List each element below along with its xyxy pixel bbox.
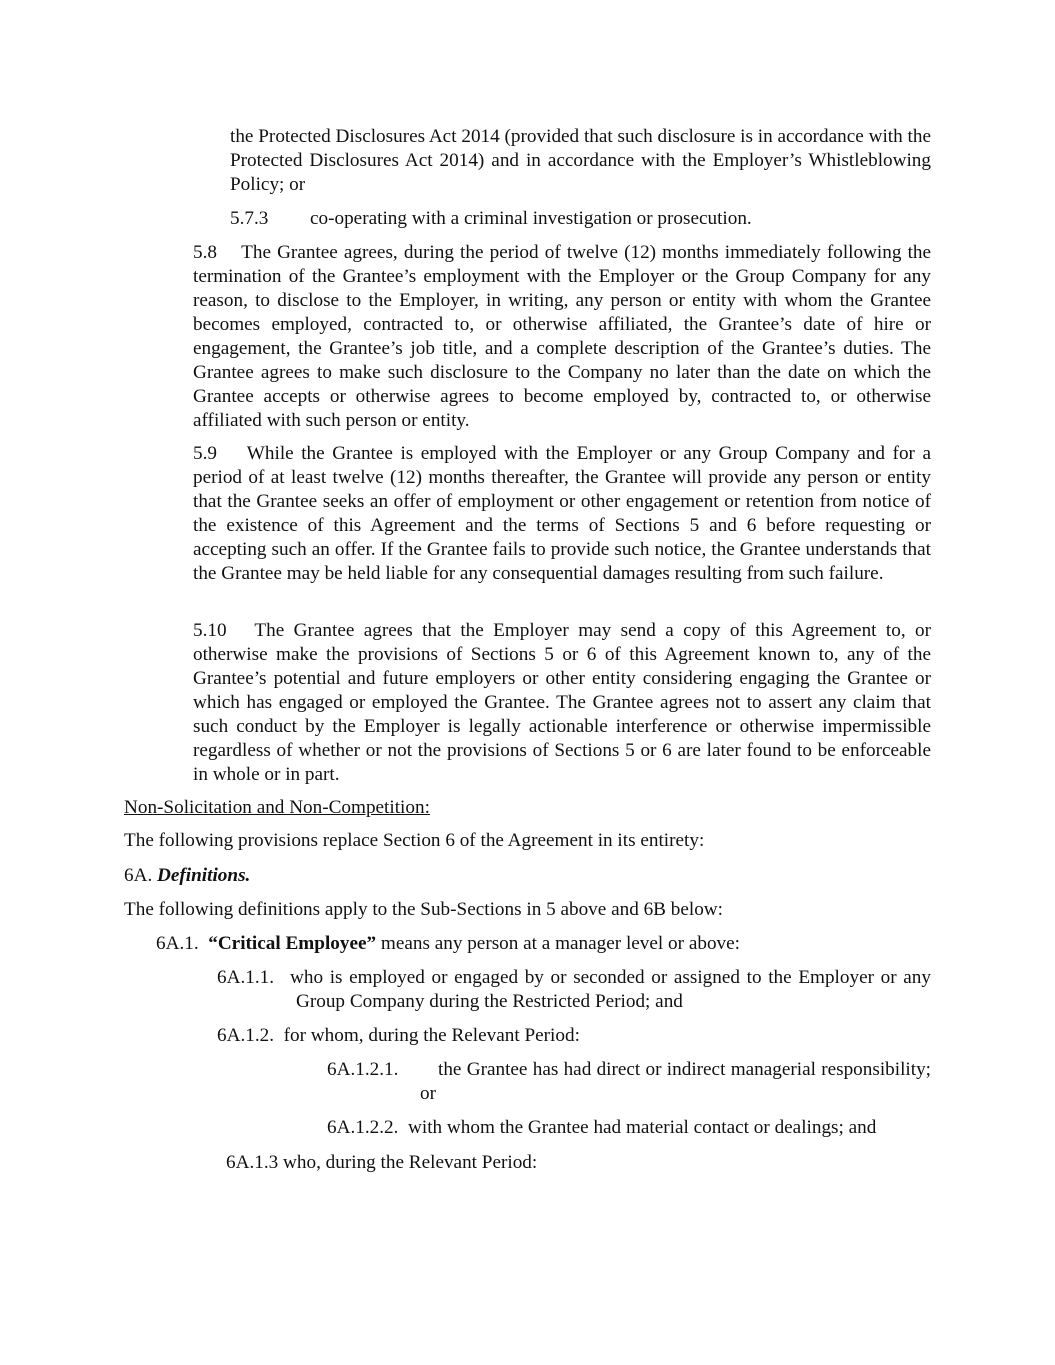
clause-text: co-operating with a criminal investigation or prosecution. [310,208,752,229]
definition-6a122 [327,1116,876,1140]
clause-number: 5.7.3 [230,208,269,229]
clause-number: 6A.1.3 [226,1152,279,1173]
clause-number: 6A.1.1. [217,967,275,988]
clause-text: The Grantee agrees, during the period of twelve (12) months immediately following the termination of the Grantee’s employment with the Employer or the Group Company for any reason, to disclose to the Employer, in writing, any person or entity with whom the Grantee becomes employed, contracted to, or otherwise affiliated, the Grantee’s date of hire or engagement, the Grantee’s job title, and a complete description of the Grantee’s duties. The Grantee agrees to make such disclosure to the Company no later than the date on which the Grantee accepts or otherwise agrees to become employed by, contracted to, or otherwise affiliated with such person or entity. [193,242,932,431]
replace-note: The following provisions replace Section 6 of the Agreement in its entirety: [124,830,705,851]
definition-6a13 [226,1151,537,1175]
definition-6a121 [327,1058,931,1106]
clause-number: 6A.1.2.1. [327,1059,399,1080]
clause-text: who, during the Relevant Period: [283,1152,538,1173]
clause-number: 6A.1. [156,933,199,954]
section-number: 6A. [124,865,153,886]
section-6a-heading [124,864,250,888]
definition-6a1 [156,932,740,956]
clause-text: The Grantee agrees that the Employer may send a copy of this Agreement to, or otherwise make the provisions of Sections 5 or 6 of this Agreement known to, any of the Grantee’s potential and future employers or other entity considering engaging the Grantee or which has engaged or employed the Grantee. The Grantee agrees not to assert any claim that such conduct by the Employer is legally actionable interference or otherwise impermissible regardless of whether or not the provisions of Sections 5 or 6 are later found to be enforceable in whole or in part. [193,620,931,785]
clause-text: the Grantee has had direct or indirect managerial responsibility; or [420,1059,931,1104]
clause-text: means any person at a manager level or above: [380,933,740,954]
clause-5-8 [193,241,931,433]
clause-text: with whom the Grantee had material contact or dealings; and [408,1117,877,1138]
clause-5-10 [193,619,931,787]
clause-number: 6A.1.2. [217,1025,275,1046]
clause-text: While the Grantee is employed with the Employer or any Group Company and for a period of at least twelve (12) months thereafter, the Grantee will provide any person or entity that the Grantee seeks an offer of employment or other engagement or retention from notice of the existence of this Agreement and the terms of Sections 5 and 6 before requesting or accepting such an offer. If the Grantee fails to provide such notice, the Grantee understands that the Grantee may be held liable for any consequential damages resulting from such failure. [193,443,931,584]
clause-5-9 [193,442,931,586]
section-heading-non-solicitation: Non-Solicitation and Non-Competition: [124,797,430,818]
clause-number: 5.8 [193,242,217,263]
clause-5-7-2-continuation: the Protected Disclosures Act 2014 (provided that such disclosure is in accordance with the Protected Disclosures Act 2014) and in accordance with the Employer’s Whistleblowing Policy; or [230,126,931,195]
clause-text: for whom, during the Relevant Period: [283,1025,580,1046]
clause-number: 5.9 [193,443,217,464]
definition-6a12 [217,1024,580,1048]
definition-6a11 [217,966,931,1014]
definitions-intro: The following definitions apply to the Sub-Sections in 5 above and 6B below: [124,899,723,920]
section-title: Definitions. [157,865,251,886]
clause-number: 5.10 [193,620,227,641]
clause-5-7-3 [230,207,931,231]
clause-number: 6A.1.2.2. [327,1117,399,1138]
clause-text: who is employed or engaged by or seconded or assigned to the Employer or any Group Company during the Restricted Period; and [290,967,931,1012]
defined-term: “Critical Employee” [208,933,377,954]
